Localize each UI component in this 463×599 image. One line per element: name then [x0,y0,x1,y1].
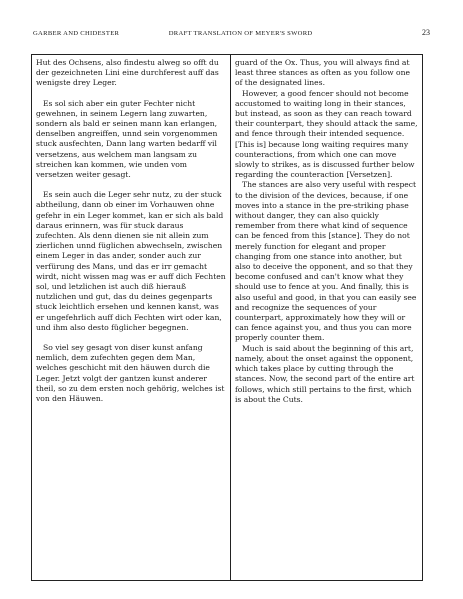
running-header [33,28,430,37]
header-title: DRAFT TRANSLATION OF MEYER'S SWORD [168,30,313,37]
english-paragraph: guard of the Ox. Thus, you will always find at least three stances as often as you follow one of the designated lines. [235,58,410,88]
page-number: 23 [422,28,430,37]
translation-table [31,54,423,581]
english-paragraph: The stances are also very useful with respect to the division of the devices, because, if one moves into a stance in the pre-striking phase without danger, they can also quickly remember from there what kind of sequence can be fenced from this [stance]. They do not merely function for elegant and proper changing from one stance into another, but also to deceive the opponent, and so that they become confused and can't know what they should use to fence at you. And finally, this is also useful and good, in that you can easily see and recognize the sequences of your counterpart, approximately how they will or can fence against you, and thus you can more properly counter them. [235,180,417,343]
english-paragraph: However, a good fencer should not become accustomed to waiting long in their stances, but instead, as soon as they can reach toward their counterpart, they should attack the same, and fence through their intended sequence. [This is] because long waiting requires many counteractions, from which one can move slowly to strikes, as is discussed further below regarding the counteraction [Versetzen]. [235,88,418,180]
german-paragraph: Es sein auch die Leger sehr nutz, zu der stuck abtheilung, dann ob einer im Vorhauwen ohne gefehr in ein Leger kommet, kan er sich als bald daraus erinnern, was für stuck daraus zufechten. Als denn dienen sie nit allein zum zierlichen unnd füglichen abwechseln, zwischen einem Leger in das ander, sonder auch zur verfürung des Mans, und das er irr gemacht wirdt, nicht wissen mag was er auff dich Fechten sol, und letzlichen ist auch diß hierauß nutzlichen und gut, das du deines gegenparts stuck leichtlich ersehen und kennen kanst, was er ungefehrlich auff dich Fechten wirt oder kan, und ihm also desto füglicher begegnen. [36,190,226,332]
german-column [32,55,231,580]
german-paragraph: Hut des Ochsens, also findestu alweg so offt du der gezeichneten Lini eine durchferest auff das wenigste drey Leger. [36,58,219,88]
english-paragraph: Much is said about the beginning of this art, namely, about the onset against the opponent, which takes place by cutting through the stances. Now, the second part of the entire art follows, which still pertains to the first, which is about the Cuts. [235,343,415,404]
german-paragraph: Es sol sich aber ein guter Fechter nicht gewehnen, in seinem Legern lang zuwarten, sondern als bald er seinen mann kan erlangen, denselben angreiffen, unnd sein vorgenommen stuck ausfechten, Dann lang warten bedarff vil versetzens, aus welchem man langsam zu streichen kan kommen, wie unden vom versetzen weiter gesagt. [36,98,218,180]
german-paragraph: So viel sey gesagt von diser kunst anfang nemlich, dem zufechten gegen dem Man, welches geschicht mit den häuwen durch die Leger. Jetzt volgt der gantzen kunst anderer theil, so zu dem ersten noch gehörig, welches ist von den Häuwen. [36,343,225,404]
header-authors: GARBER AND CHIDESTER [33,30,120,37]
english-column [231,55,422,580]
